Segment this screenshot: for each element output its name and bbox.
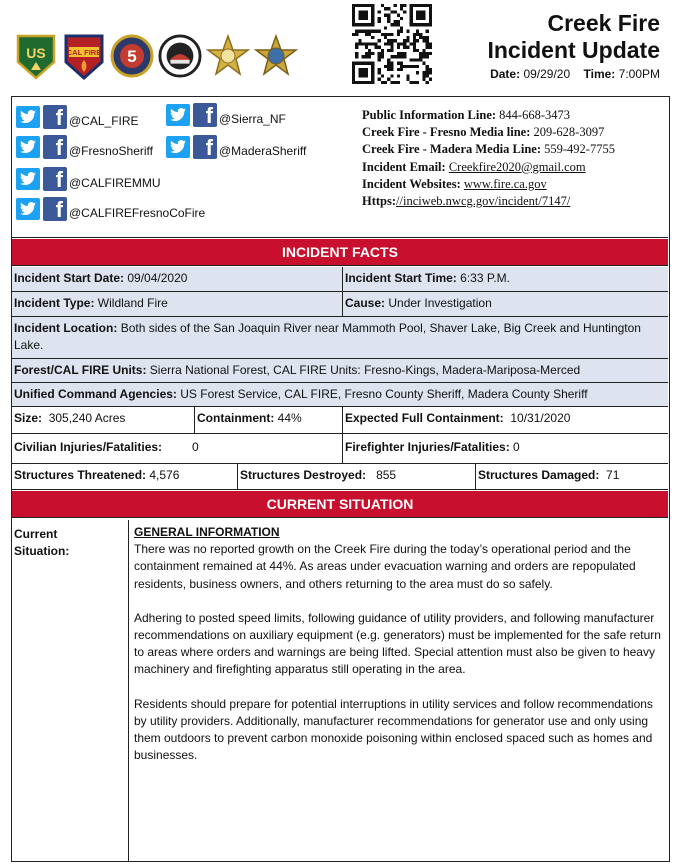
situation-body [134,524,664,781]
social-sierra-nf[interactable] [166,103,286,127]
fresno-media-label: Creek Fire - Fresno Media line: [362,125,531,140]
civilian-injuries-cell [12,434,342,463]
start-date-value: 09/04/2020 [127,271,188,285]
incident-type-cell [12,292,342,316]
title-line-2: Incident Update [487,37,660,63]
units-label: Forest/CAL FIRE Units: [14,363,147,377]
civilian-injuries-label: Civilian Injuries/Fatalities: [14,440,163,454]
website-link[interactable]: www.fire.ca.gov [463,176,547,191]
facts-row-type [12,292,668,317]
facebook-icon: f [193,103,217,127]
agency-logos [14,30,298,82]
situation-paragraph-1: There was no reported growth on the Creek Fire during the today’s operational period and the containment remained at 44%. As areas under evacuation warning and orders are repopulated residents, business owners, and others returning to the area must do so safely. [134,542,636,591]
facts-row-location [12,317,668,359]
social-handle: @CALFIREMMU [69,176,161,190]
contact-info [362,107,615,210]
facts-row-injuries [12,434,668,464]
expected-containment-label: Expected Full Containment: [345,411,504,425]
situation-label-line-1: Current [14,527,58,541]
structures-destroyed-label: Structures Destroyed: [240,468,367,482]
structures-destroyed-value: 855 [376,468,397,482]
current-situation-banner: CURRENT SITUATION [12,491,668,518]
social-handle: @FresnoSheriff [69,144,153,158]
expected-containment-cell [342,407,668,433]
incident-facts-banner: INCIDENT FACTS [12,239,668,266]
twitter-icon [16,106,40,128]
structures-damaged-cell [475,464,668,489]
social-cal-fire[interactable] [16,105,139,129]
social-handle: @Sierra_NF [219,112,286,126]
twitter-icon [166,104,190,126]
inciweb-line [362,193,615,210]
qr-code[interactable] [352,4,432,84]
containment-value: 44% [277,411,302,425]
social-calfire-fresno-co-fire[interactable] [16,197,205,221]
incident-frame [11,96,670,862]
situation-paragraph-2: Adhering to posted speed limits, following guidance of utility providers, and following manufacturer recommendations on auxiliary equipment (e.g. generators) must be implemented for the safe return to areas where orders and warnings are being lifted. Special attention must also be given to heavy machinery and firefighting apparatus still operating in the area. [134,610,661,677]
start-date-label: Incident Start Date: [14,271,125,285]
situation-label [12,520,129,861]
svg-text:CAL FIRE: CAL FIRE [66,48,102,57]
facebook-icon: f [43,135,67,159]
page-title [487,10,660,64]
cause-cell [342,292,668,316]
pio-line [362,107,615,124]
pio-label: Public Information Line: [362,108,497,122]
social-madera-sheriff[interactable] [166,135,306,159]
madera-media-value: 559-492-7755 [544,142,615,157]
madera-media-line [362,141,615,158]
agencies-cell [12,383,668,406]
date-time-line [490,67,660,81]
size-label: Size: [14,411,43,425]
structures-damaged-label: Structures Damaged: [478,468,600,482]
fire-agency-logo [158,30,202,82]
situation-label-line-2: Situation: [14,544,70,558]
firefighter-injuries-value: 0 [513,440,520,454]
civilian-injuries-value: 0 [192,440,199,454]
email-link[interactable]: Creekfire2020@gmail.com [448,159,586,174]
social-handle: @MaderaSheriff [219,144,307,158]
incident-location-value: Both sides of the San Joaquin River near Mammoth Pool, Shaver Lake, Big Creek and Huntington Lake. [14,321,641,352]
date-value: 09/29/20 [523,67,571,81]
social-fresno-sheriff[interactable] [16,135,153,159]
svg-text:5: 5 [127,47,137,66]
websites-line [362,176,615,193]
date-label: Date: [490,67,521,81]
start-time-label: Incident Start Time: [345,271,457,285]
firefighter-injuries-cell [342,434,668,463]
incident-location-label: Incident Location: [14,321,118,335]
facebook-icon: f [43,167,67,191]
https-label: Https: [362,194,397,209]
structures-threatened-value: 4,576 [149,468,180,482]
agencies-label: Unified Command Agencies: [14,387,177,401]
structures-destroyed-cell [237,464,475,489]
social-calfire-mmu[interactable] [16,167,161,191]
start-time-cell [342,267,668,291]
start-time-value: 6:33 P.M. [460,271,510,285]
agencies-value: US Forest Service, CAL FIRE, Fresno County Sheriff, Madera County Sheriff [180,387,588,401]
fresno-media-line [362,124,615,141]
county-seal-logo [110,30,154,82]
twitter-icon [16,198,40,220]
sheriff-star-badge-2 [254,30,298,82]
us-forest-service-logo [14,30,58,82]
start-date-cell [12,267,342,291]
size-cell [12,407,194,433]
units-value: Sierra National Forest, CAL FIRE Units: Fresno-Kings, Madera-Mariposa-Merced [149,363,581,377]
units-cell [12,359,668,382]
size-value: 305,240 Acres [48,411,126,425]
madera-media-label: Creek Fire - Madera Media Line: [362,142,542,157]
facts-row-agencies [12,383,668,407]
cause-value: Under Investigation [388,296,492,310]
structures-threatened-cell [12,464,237,489]
social-handle: @CALFIREFresnoCoFire [69,206,206,220]
incident-location-cell [12,317,668,358]
firefighter-injuries-label: Firefighter Injuries/Fatalities: [345,440,510,454]
websites-label: Incident Websites: [362,176,461,191]
incident-type-value: Wildland Fire [97,296,168,310]
general-information-heading: GENERAL INFORMATION [134,525,280,539]
cal-fire-logo [62,30,106,82]
structures-threatened-label: Structures Threatened: [14,468,147,482]
cause-label: Cause: [345,296,386,310]
time-label: Time: [583,67,616,81]
expected-containment-value: 10/31/2020 [510,411,571,425]
email-line [362,159,615,176]
twitter-icon [166,136,190,158]
inciweb-link[interactable]: //inciweb.nwcg.gov/incident/7147/ [396,194,571,209]
twitter-icon [16,168,40,190]
facebook-icon: f [193,135,217,159]
containment-label: Containment: [197,411,275,425]
page-header [0,0,680,96]
facts-row-start [12,267,668,292]
facebook-icon: f [43,105,67,129]
sheriff-star-badge [206,30,250,82]
social-handle: @CAL_FIRE [69,114,139,128]
structures-damaged-value: 71 [606,468,620,482]
pio-value: 844-668-3473 [499,108,570,122]
title-line-1: Creek Fire [547,10,660,36]
containment-cell [194,407,342,433]
facebook-icon: f [43,197,67,221]
email-label: Incident Email: [362,159,446,174]
facts-row-units [12,359,668,383]
twitter-icon [16,136,40,158]
facts-row-size [12,407,668,434]
social-contact-section [12,97,668,238]
fresno-media-value: 209-628-3097 [533,125,605,140]
time-value: 7:00PM [618,67,660,81]
svg-text:US: US [26,45,46,61]
incident-type-label: Incident Type: [14,296,95,310]
facts-row-structures [12,464,668,490]
situation-paragraph-3: Residents should prepare for potential interruptions in utility services and follow recommendations by utility providers. Additionally, manufacturer recommendations for generator use and only using them outdoors to prevent carbon monoxide poisoning within enclosed spaced such as homes and businesses. [134,696,653,763]
